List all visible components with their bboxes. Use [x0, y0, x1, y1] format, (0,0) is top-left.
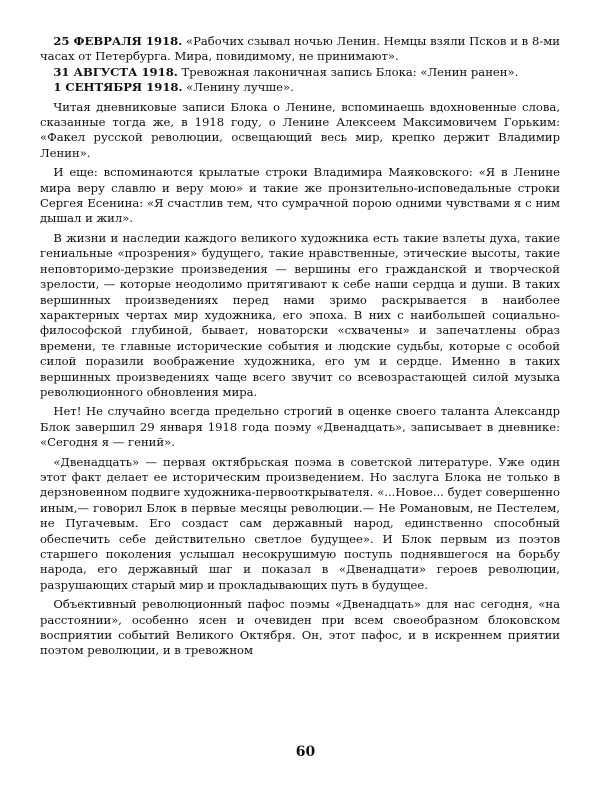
diary-entry-sep-1: [40, 80, 560, 95]
book-page: [40, 34, 560, 734]
paragraph-twelve-poem: «Двенадцать» — первая октябрьская поэма в советской литературе. Уже один этот факт делает ее историческим произведением. Но заслуга Блока не только в дерзновенном подвиге художника-первооткрывателя. «...Новое... будет совершенно иным,— говорил Блок в первые месяцы революции.— Не Романовым, не Пестелем, не Пугачевым. Его создаст сам державный народ, единственно способный обеспечить себе действительно светлое будущее». И Блок первым из поэтов старшего поколения услышал несокрушимую поступь поднявшегося на борьбу народа, его державный шаг и показал в «Двенадцати» героев революции, разрушающих старый мир и прокладывающих путь в будущее.: [40, 454, 560, 592]
paragraph-revolutionary-pathos: Объективный революционный пафос поэмы «Двенадцать» для нас сегодня, «на расстоянии», особенно ясен и очевиден при всем своеобразном блоковском восприятии событий Великого Октября. Он, этот пафос, и в искреннем приятии поэтом революции, и в тревожном: [40, 597, 560, 658]
paragraph-great-artist: В жизни и наследии каждого великого художника есть такие взлеты духа, такие гениальные «прозрения» будущего, такие нравственные, этические высоты, такие неповторимо-дерзкие произведения — вершины его гражданской и творческой зрелости, — которые неодолимо притягивают к себе наши сердца и души. В таких вершинных произведениях перед нами зримо раскрывается в наиболее характерных чертах мир художника, его эпоха. В них с наибольшей социально-философской глубиной, бывает, новаторски «схвачены» и запечатлены образ времени, те главные исторические события и людские судьбы, которые с особой силой поразили воображение художника, его ум и сердце. Именно в таких вершинных произведениях чаще всего звучит со всевозрастающей силой музыка революционного обновления мира.: [40, 230, 560, 399]
page-number: 60: [295, 744, 316, 760]
entry-date: 31 АВГУСТА 1918.: [53, 64, 178, 79]
diary-entry-aug-31: [40, 65, 560, 80]
paragraph-mayakovsky-yesenin: И еще: вспоминаются крылатые строки Владимира Маяковского: «Я в Ленине мира веру славлю и веру мою» и такие же пронзительно-исповедальные строки Сергея Есенина: «Я счастлив тем, что сумрачной порою одними чувствами я с ним дышал и жил».: [40, 165, 560, 226]
entry-date: 1 СЕНТЯБРЯ 1918.: [53, 80, 183, 95]
paragraph-gorky-quote: Читая дневниковые записи Блока о Ленине, вспоминаешь вдохновенные слова, сказанные тогда же, в 1918 году, о Ленине Алексеем Максимовичем Горьким: «Факел русской революции, освещающий весь мир, крепко держит Владимир Ленин».: [40, 99, 560, 160]
entry-text: Тревожная лаконичная запись Блока: «Ленин ранен».: [177, 64, 519, 79]
diary-entry-feb-25: [40, 34, 560, 65]
entry-text: «Ленину лучше».: [182, 80, 294, 95]
entry-text: «Рабочих сзывал ночью Ленин. Немцы взяли Псков и в 8-ми часах от Петербурга. Мира, повидимому, не принимают».: [40, 34, 560, 64]
entry-date: 25 ФЕВРАЛЯ 1918.: [53, 34, 183, 48]
paragraph-blok-genius: Нет! Не случайно всегда предельно строгий в оценке своего таланта Александр Блок завершил 29 января 1918 года поэму «Двенадцать», записывает в дневнике: «Сегодня я — гений».: [40, 404, 560, 450]
